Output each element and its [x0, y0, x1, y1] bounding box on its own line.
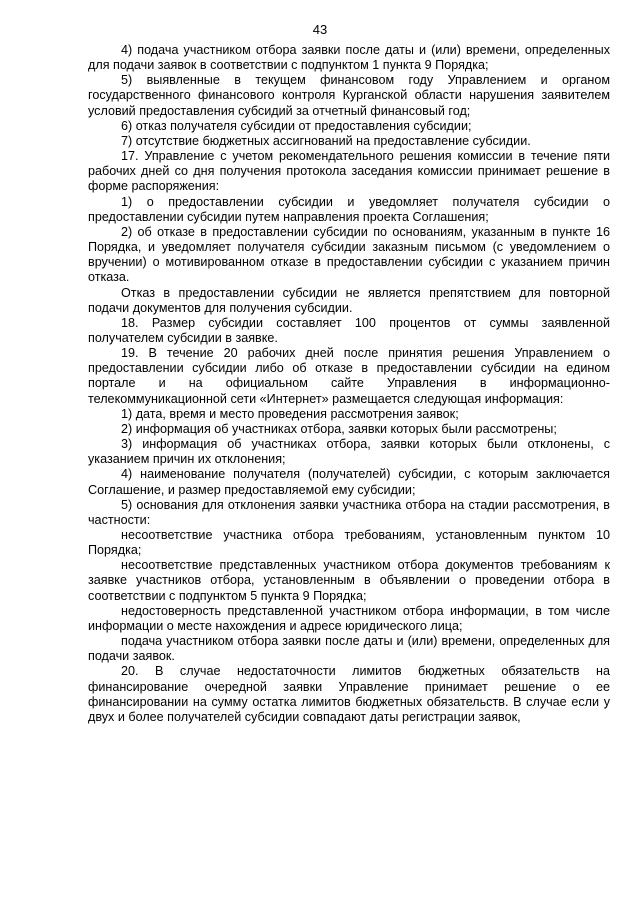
paragraph-rejection-reason-2: несоответствие представленных участником отбора документов требованиям к заявке участников отбора, установленным в объявлении о проведении отбора в соответствии с подпунктом 5 пункта 9 Порядка; — [88, 558, 610, 603]
paragraph-clause-20: 20. В случае недостаточности лимитов бюджетных обязательств на финансирование очередной заявки Управление принимает решение о ее финансировании на сумму остатка лимитов бюджетных обязательств. В случае если у двух и более получателей субсидии совпадают даты регистрации заявок, — [88, 664, 610, 724]
paragraph-clause-19-item-1: 1) дата, время и место проведения рассмотрения заявок; — [121, 406, 459, 421]
paragraph-rejection-reason-4: подача участником отбора заявки после даты и (или) времени, определенных для подачи заявок. — [88, 634, 610, 664]
paragraph-rejection-reason-1: несоответствие участника отбора требованиям, установленным пунктом 10 Порядка; — [88, 528, 610, 558]
paragraph-item-5-violations: 5) выявленные в текущем финансовом году Управлением и органом государственного финансового контроля Курганской области нарушения заявителем условий предоставления субсидий за отчетный финансовый год; — [88, 73, 610, 118]
paragraph-clause-19: 19. В течение 20 рабочих дней после принятия решения Управлением о предоставлении субсидии либо об отказе в предоставлении субсидии на едином портале и на официальном сайте Управления в информационно-телекоммуникационной сети «Интернет» размещается следующая информация: — [88, 346, 610, 406]
document-body — [88, 43, 610, 725]
paragraph-refusal-note: Отказ в предоставлении субсидии не является препятствием для повторной подачи документов для получения субсидии. — [88, 285, 610, 315]
paragraph-rejection-reason-3: недостоверность представленной участником отбора информации, в том числе информации о месте нахождения и адресе юридического лица; — [88, 603, 610, 633]
page-number: 43 — [312, 22, 328, 37]
paragraph-clause-19-item-3: 3) информация об участниках отбора, заявки которых были отклонены, с указанием причин их отклонения; — [88, 437, 610, 467]
paragraph-clause-17: 17. Управление с учетом рекомендательного решения комиссии в течение пяти рабочих дней со дня получения протокола заседания комиссии принимает решение в форме распоряжения: — [88, 149, 610, 194]
paragraph-item-4-late-submission: 4) подача участником отбора заявки после даты и (или) времени, определенных для подачи заявок в соответствии с подпунктом 1 пункта 9 Порядка; — [88, 43, 610, 73]
paragraph-clause-19-item-2: 2) информация об участниках отбора, заявки которых были рассмотрены; — [121, 421, 557, 436]
paragraph-item-6-refusal: 6) отказ получателя субсидии от предоставления субсидии; — [121, 118, 472, 133]
paragraph-clause-19-item-5: 5) основания для отклонения заявки участника отбора на стадии рассмотрения, в частности: — [88, 497, 610, 527]
paragraph-clause-17-item-1: 1) о предоставлении субсидии и уведомляет получателя субсидии о предоставлении субсидии путем направления проекта Соглашения; — [88, 194, 610, 224]
paragraph-item-7-no-funds: 7) отсутствие бюджетных ассигнований на предоставление субсидии. — [121, 133, 531, 148]
paragraph-clause-17-item-2: 2) об отказе в предоставлении субсидии по основаниям, указанным в пункте 16 Порядка, и уведомляет получателя субсидии заказным письмом (с уведомлением о вручении) о мотивированном отказе в предоставлении субсидии с указанием причин отказа. — [88, 224, 610, 285]
paragraph-clause-18: 18. Размер субсидии составляет 100 процентов от суммы заявленной получателем субсидии в заявке. — [88, 315, 610, 345]
paragraph-clause-19-item-4: 4) наименование получателя (получателей) субсидии, с которым заключается Соглашение, и размер предоставляемой ему субсидии; — [88, 467, 610, 497]
